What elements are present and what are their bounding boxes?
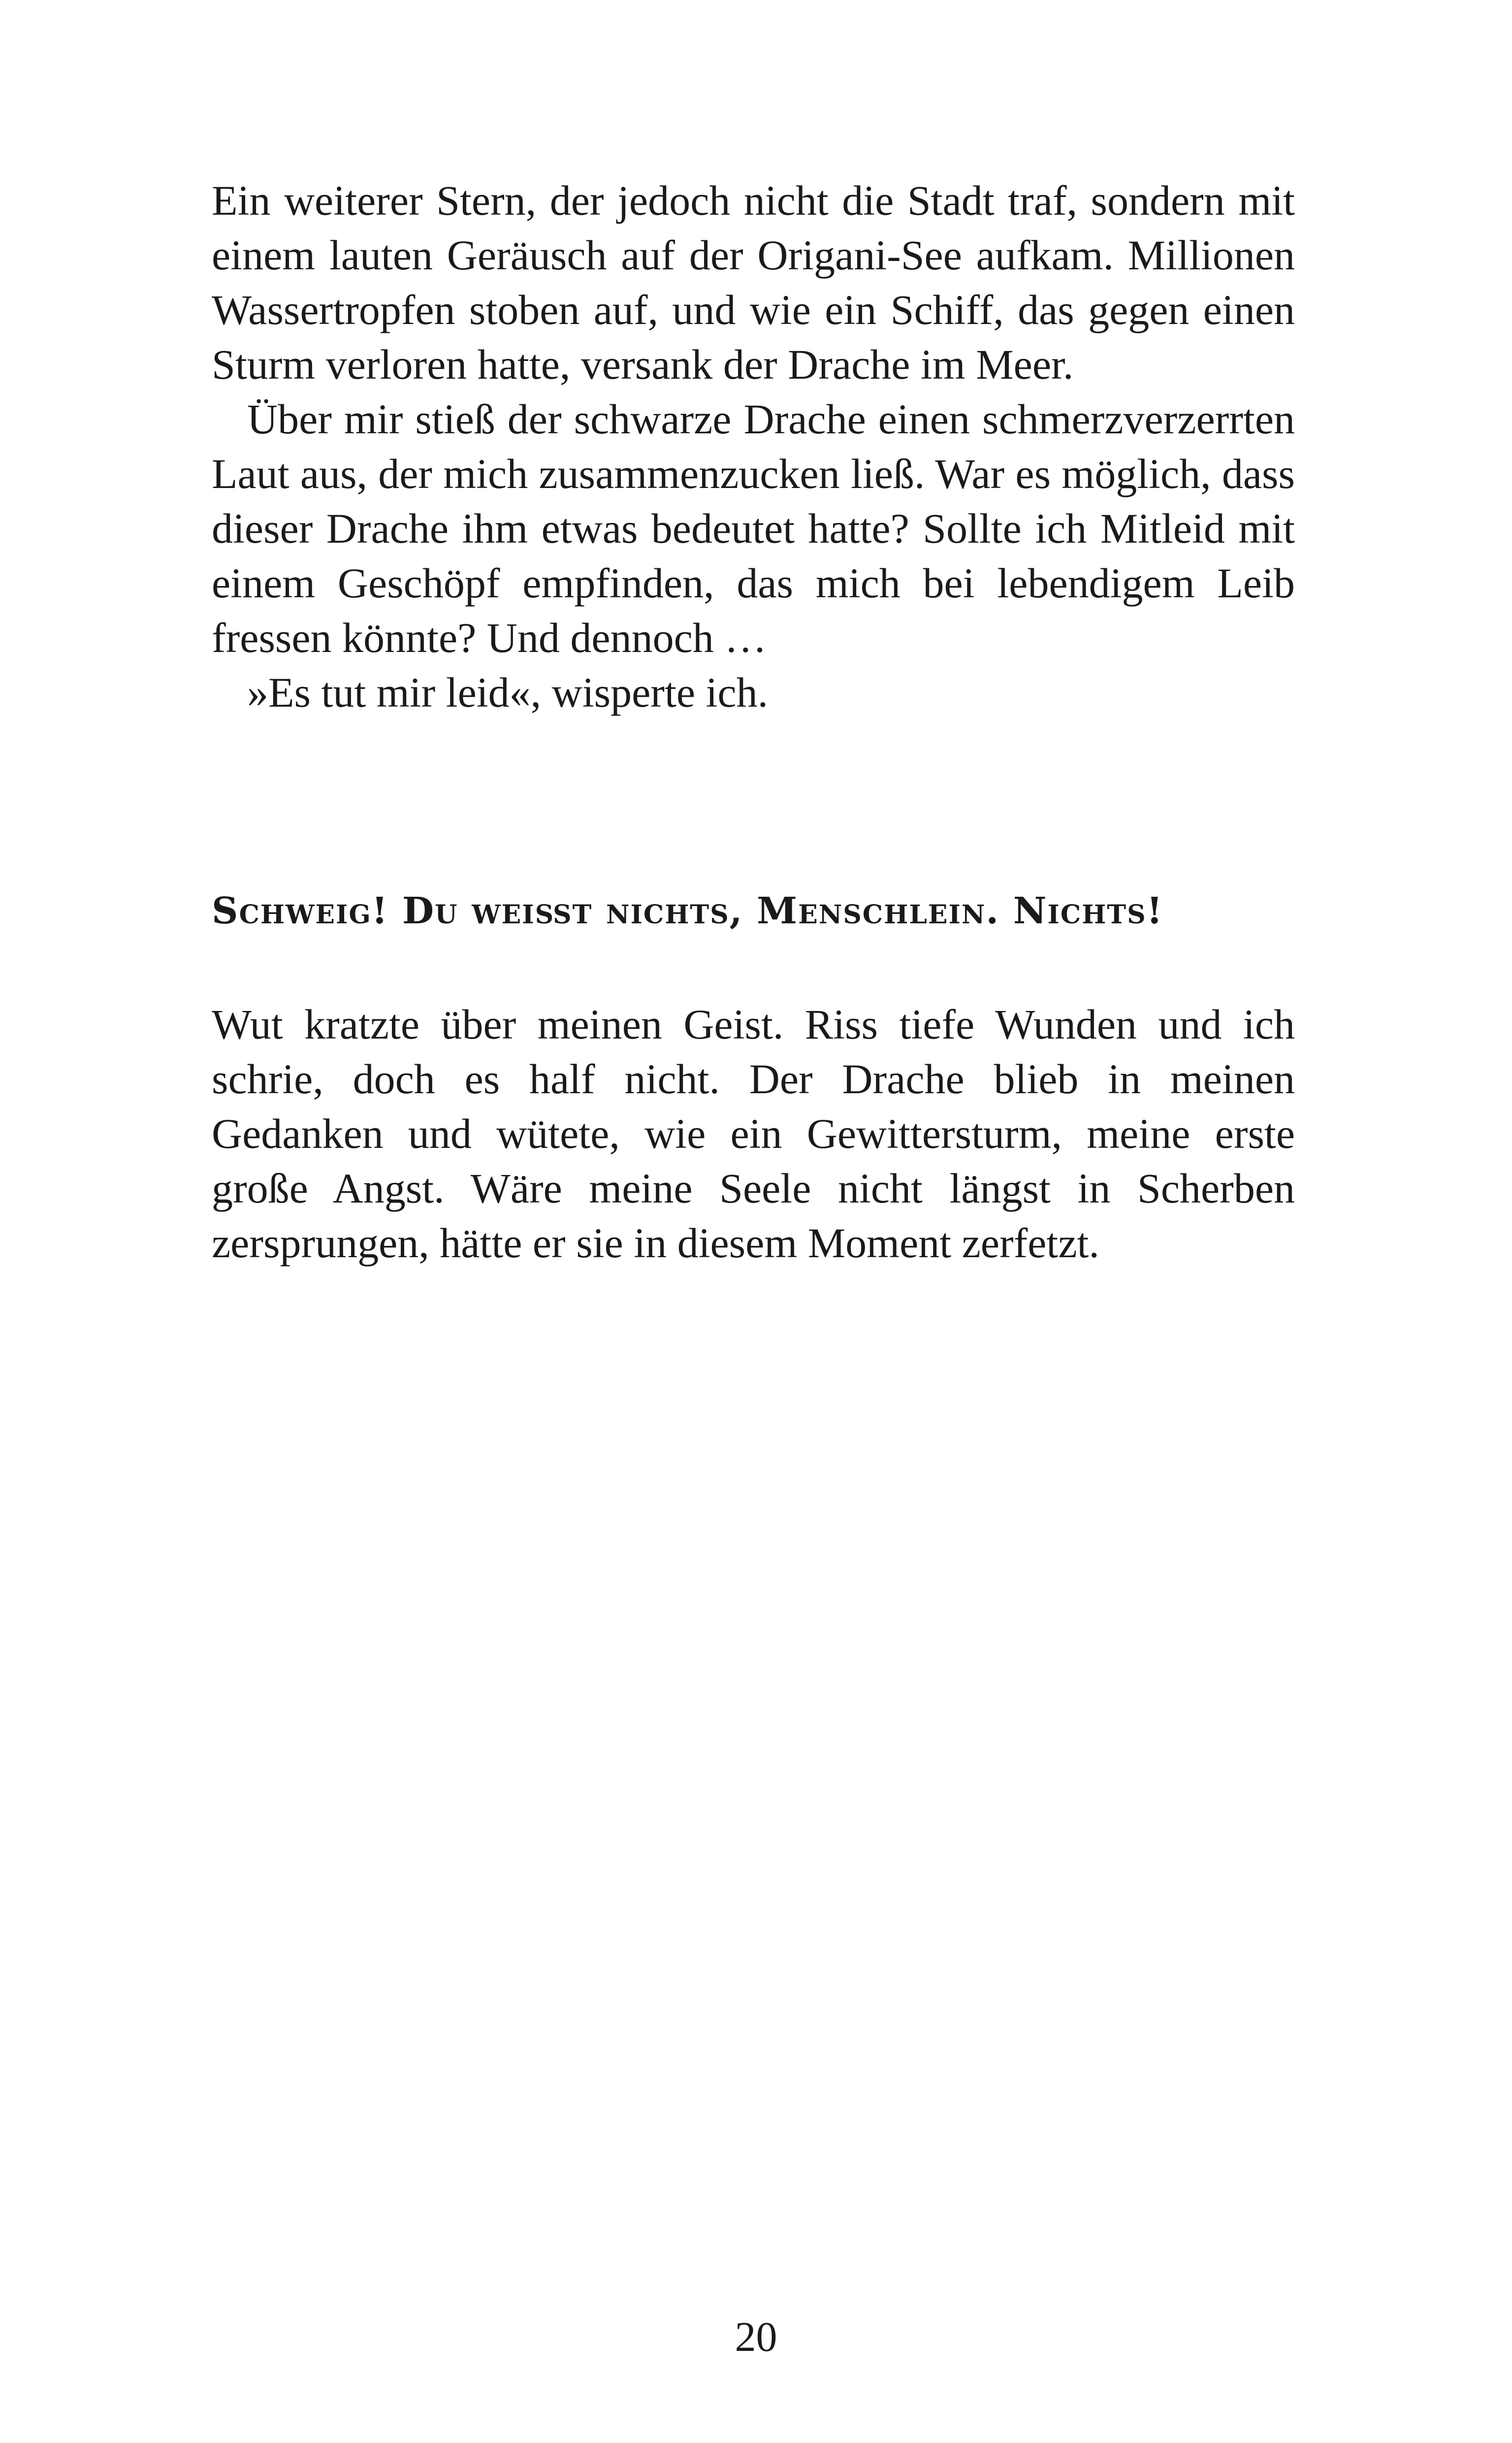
body-text-top — [212, 173, 1295, 720]
dragon-speech: Schweig! Du weißt nichts, Menschlein. Nichts! — [212, 890, 1164, 932]
paragraph: Über mir stieß der schwarze Drache einen schmerzverzerrten Laut aus, der mich zusammenzucken ließ. War es möglich, dass dieser Drache ihm etwas bedeutet hatte? Sollte ich Mitleid mit einem Geschöpf empfinden, das mich bei lebendigem Leib fressen könnte? Und dennoch … — [212, 395, 1295, 661]
body-text-bottom — [212, 997, 1295, 1270]
paragraph: Ein weiterer Stern, der jedoch nicht die Stadt traf, sondern mit einem lauten Geräusch auf der Origani-See aufkam. Millionen Wassertropfen stoben auf, und wie ein Schiff, das gegen einen Sturm verloren hatte, versank der Drache im Meer. — [212, 177, 1295, 388]
page-number: 20 — [735, 2313, 777, 2360]
paragraph: »Es tut mir leid«, wisperte ich. — [247, 669, 769, 716]
paragraph: Wut kratzte über meinen Geist. Riss tiefe Wunden und ich schrie, doch es half nicht. Der Drache blieb in meinen Gedanken und wütete, wie ein Gewittersturm, meine erste große Angst. Wäre meine Seele nicht längst in Scherben zersprungen, hätte er sie in diesem Moment zerfetzt. — [212, 1001, 1295, 1267]
